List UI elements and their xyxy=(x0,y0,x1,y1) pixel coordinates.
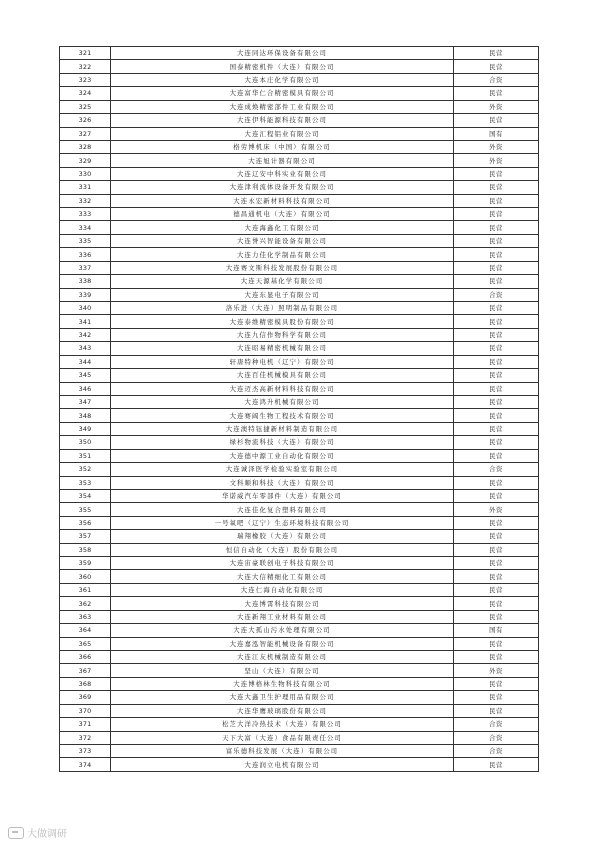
ownership-type-cell: 民营 xyxy=(454,87,539,100)
row-number-cell: 363 xyxy=(60,610,111,623)
ownership-type-cell: 民营 xyxy=(454,677,539,690)
company-name-cell: 大连澳特钰捷新材料制造有限公司 xyxy=(111,422,454,435)
ownership-type-cell: 民营 xyxy=(454,248,539,261)
ownership-type-cell: 民营 xyxy=(454,610,539,623)
row-number-cell: 371 xyxy=(60,718,111,731)
table-row xyxy=(60,516,539,529)
row-number-cell: 364 xyxy=(60,624,111,637)
table-row xyxy=(60,677,539,690)
table-row xyxy=(60,221,539,234)
row-number-cell: 373 xyxy=(60,744,111,757)
ownership-type-cell: 合资 xyxy=(454,731,539,744)
company-name-cell: 大连九信作物科学有限公司 xyxy=(111,328,454,341)
company-name-cell: 大连誉兴智能设备有限公司 xyxy=(111,234,454,247)
company-name-cell: 大连伊科能源科技有限公司 xyxy=(111,114,454,127)
table-row xyxy=(60,610,539,623)
row-number-cell: 342 xyxy=(60,328,111,341)
row-number-cell: 366 xyxy=(60,650,111,663)
company-name-cell: 一号氧吧（辽宁）生态环境科技有限公司 xyxy=(111,516,454,529)
ownership-type-cell: 民营 xyxy=(454,114,539,127)
company-name-cell: 大连富华仁合精密模具有限公司 xyxy=(111,87,454,100)
row-number-cell: 330 xyxy=(60,167,111,180)
table-row xyxy=(60,637,539,650)
ownership-type-cell: 民营 xyxy=(454,557,539,570)
company-name-cell: 天下大富（大连）食品有限责任公司 xyxy=(111,731,454,744)
table-row xyxy=(60,181,539,194)
table-row xyxy=(60,382,539,395)
table-row xyxy=(60,624,539,637)
company-name-cell: 绿杉物流科技（大连）有限公司 xyxy=(111,436,454,449)
row-number-cell: 341 xyxy=(60,315,111,328)
ownership-type-cell: 民营 xyxy=(454,234,539,247)
ownership-type-cell: 民营 xyxy=(454,704,539,717)
company-name-cell: 大连力佳化学制品有限公司 xyxy=(111,248,454,261)
row-number-cell: 368 xyxy=(60,677,111,690)
ownership-type-cell: 民营 xyxy=(454,570,539,583)
ownership-type-cell: 民营 xyxy=(454,342,539,355)
company-name-cell: 大连成焕精密部件工业有限公司 xyxy=(111,100,454,113)
row-number-cell: 328 xyxy=(60,140,111,153)
ownership-type-cell: 民营 xyxy=(454,47,539,60)
row-number-cell: 351 xyxy=(60,449,111,462)
row-number-cell: 362 xyxy=(60,597,111,610)
company-name-cell: 富乐德科技发展（大连）有限公司 xyxy=(111,744,454,757)
ownership-type-cell: 民营 xyxy=(454,543,539,556)
row-number-cell: 332 xyxy=(60,194,111,207)
company-name-cell: 大连泰维精密模具股份有限公司 xyxy=(111,315,454,328)
ownership-type-cell: 民营 xyxy=(454,355,539,368)
row-number-cell: 321 xyxy=(60,47,111,60)
row-number-cell: 355 xyxy=(60,503,111,516)
ownership-type-cell: 民营 xyxy=(454,181,539,194)
company-name-cell: 大连天源基化学有限公司 xyxy=(111,275,454,288)
ownership-type-cell: 民营 xyxy=(454,275,539,288)
row-number-cell: 357 xyxy=(60,530,111,543)
row-number-cell: 335 xyxy=(60,234,111,247)
row-number-cell: 336 xyxy=(60,248,111,261)
row-number-cell: 327 xyxy=(60,127,111,140)
ownership-type-cell: 民营 xyxy=(454,302,539,315)
table-row xyxy=(60,718,539,731)
row-number-cell: 331 xyxy=(60,181,111,194)
row-number-cell: 323 xyxy=(60,73,111,86)
row-number-cell: 365 xyxy=(60,637,111,650)
row-number-cell: 333 xyxy=(60,208,111,221)
company-name-cell: 德昌通机电（大连）有限公司 xyxy=(111,208,454,221)
row-number-cell: 359 xyxy=(60,557,111,570)
ownership-type-cell: 民营 xyxy=(454,436,539,449)
company-name-cell: 华诺威汽车零部件（大连）有限公司 xyxy=(111,489,454,502)
company-name-cell: 大连百佳机械模具有限公司 xyxy=(111,369,454,382)
table-row xyxy=(60,248,539,261)
company-name-cell: 大连嘉泓智能机械设备有限公司 xyxy=(111,637,454,650)
company-name-cell: 大连鸿升机械有限公司 xyxy=(111,395,454,408)
company-name-cell: 格劳博机床（中国）有限公司 xyxy=(111,140,454,153)
row-number-cell: 374 xyxy=(60,758,111,771)
ownership-type-cell: 外资 xyxy=(454,100,539,113)
ownership-type-cell: 合资 xyxy=(454,288,539,301)
row-number-cell: 349 xyxy=(60,422,111,435)
company-name-cell: 文科顺和科技（大连）有限公司 xyxy=(111,476,454,489)
company-name-cell: 坚山（大连）有限公司 xyxy=(111,664,454,677)
company-name-cell: 大连仁海自动化有限公司 xyxy=(111,583,454,596)
ownership-type-cell: 合资 xyxy=(454,463,539,476)
table-row xyxy=(60,60,539,73)
company-name-cell: 大连津利流体设备开发有限公司 xyxy=(111,181,454,194)
company-name-cell: 轩唐特种电机（辽宁）有限公司 xyxy=(111,355,454,368)
row-number-cell: 367 xyxy=(60,664,111,677)
row-number-cell: 339 xyxy=(60,288,111,301)
row-number-cell: 324 xyxy=(60,87,111,100)
table-row xyxy=(60,664,539,677)
ownership-type-cell: 外资 xyxy=(454,664,539,677)
company-name-cell: 大连赛阔生物工程技术有限公司 xyxy=(111,409,454,422)
table-row xyxy=(60,73,539,86)
ownership-type-cell: 民营 xyxy=(454,167,539,180)
table-row xyxy=(60,758,539,771)
ownership-type-cell: 民营 xyxy=(454,328,539,341)
table-row xyxy=(60,87,539,100)
table-row xyxy=(60,530,539,543)
ownership-type-cell: 合资 xyxy=(454,744,539,757)
company-name-cell: 大连新翔工业材料有限公司 xyxy=(111,610,454,623)
table-row xyxy=(60,731,539,744)
ownership-type-cell: 民营 xyxy=(454,382,539,395)
company-name-cell: 恒信自动化（大连）股份有限公司 xyxy=(111,543,454,556)
table-row xyxy=(60,315,539,328)
row-number-cell: 370 xyxy=(60,704,111,717)
row-number-cell: 329 xyxy=(60,154,111,167)
chat-bubble-icon xyxy=(8,827,24,839)
company-name-cell: 大连华鹰玻璃股份有限公司 xyxy=(111,704,454,717)
ownership-type-cell: 合资 xyxy=(454,73,539,86)
row-number-cell: 353 xyxy=(60,476,111,489)
company-name-cell: 大连博格林生物科技有限公司 xyxy=(111,677,454,690)
row-number-cell: 340 xyxy=(60,302,111,315)
table-row xyxy=(60,557,539,570)
table-row xyxy=(60,489,539,502)
watermark xyxy=(8,825,67,840)
company-name-cell: 大连江友机械制造有限公司 xyxy=(111,650,454,663)
table-row xyxy=(60,100,539,113)
row-number-cell: 337 xyxy=(60,261,111,274)
table-row xyxy=(60,476,539,489)
company-name-cell: 大连大鑫卫生护理用品有限公司 xyxy=(111,691,454,704)
ownership-type-cell: 国有 xyxy=(454,624,539,637)
ownership-type-cell: 民营 xyxy=(454,691,539,704)
table-row xyxy=(60,395,539,408)
table-row xyxy=(60,127,539,140)
table-row xyxy=(60,570,539,583)
table-row xyxy=(60,355,539,368)
company-name-cell: 大连迈杰高新材料科技有限公司 xyxy=(111,382,454,395)
company-name-cell: 瑞翔橡胶（大连）有限公司 xyxy=(111,530,454,543)
table-row xyxy=(60,140,539,153)
row-number-cell: 334 xyxy=(60,221,111,234)
watermark-text: 大做调研 xyxy=(27,829,67,840)
company-name-cell: 大连宙豪联创电子科技有限公司 xyxy=(111,557,454,570)
ownership-type-cell: 民营 xyxy=(454,369,539,382)
table-row xyxy=(60,167,539,180)
row-number-cell: 326 xyxy=(60,114,111,127)
ownership-type-cell: 民营 xyxy=(454,60,539,73)
table-row xyxy=(60,543,539,556)
company-name-cell: 大连旭计器有限公司 xyxy=(111,154,454,167)
ownership-type-cell: 民营 xyxy=(454,395,539,408)
table-row xyxy=(60,583,539,596)
table-row xyxy=(60,744,539,757)
table-row xyxy=(60,650,539,663)
company-name-cell: 国泰精密机件（大连）有限公司 xyxy=(111,60,454,73)
ownership-type-cell: 民营 xyxy=(454,194,539,207)
table-row xyxy=(60,275,539,288)
table-row xyxy=(60,369,539,382)
row-number-cell: 352 xyxy=(60,463,111,476)
company-name-cell: 大连赛文斯科技发展股份有限公司 xyxy=(111,261,454,274)
company-name-cell: 大连辽安中科实业有限公司 xyxy=(111,167,454,180)
row-number-cell: 343 xyxy=(60,342,111,355)
ownership-type-cell: 民营 xyxy=(454,221,539,234)
ownership-type-cell: 民营 xyxy=(454,530,539,543)
table-row xyxy=(60,261,539,274)
ownership-type-cell: 合资 xyxy=(454,718,539,731)
ownership-type-cell: 民营 xyxy=(454,516,539,529)
row-number-cell: 346 xyxy=(60,382,111,395)
company-name-cell: 松芝大洋冷热技术（大连）有限公司 xyxy=(111,718,454,731)
ownership-type-cell: 民营 xyxy=(454,650,539,663)
row-number-cell: 350 xyxy=(60,436,111,449)
company-name-cell: 洛乐进（大连）照明制品有限公司 xyxy=(111,302,454,315)
row-number-cell: 358 xyxy=(60,543,111,556)
ownership-type-cell: 外资 xyxy=(454,140,539,153)
row-number-cell: 369 xyxy=(60,691,111,704)
table-row xyxy=(60,114,539,127)
table-row xyxy=(60,154,539,167)
ownership-type-cell: 外资 xyxy=(454,503,539,516)
ownership-type-cell: 民营 xyxy=(454,758,539,771)
company-name-cell: 大连海鑫化工有限公司 xyxy=(111,221,454,234)
table-row xyxy=(60,691,539,704)
company-name-cell: 大连博霄科技有限公司 xyxy=(111,597,454,610)
table-row xyxy=(60,342,539,355)
ownership-type-cell: 国有 xyxy=(454,127,539,140)
row-number-cell: 345 xyxy=(60,369,111,382)
ownership-type-cell: 民营 xyxy=(454,449,539,462)
company-name-cell: 大连汇程铝业有限公司 xyxy=(111,127,454,140)
table-row xyxy=(60,704,539,717)
table-row xyxy=(60,597,539,610)
table-row xyxy=(60,47,539,60)
ownership-type-cell: 民营 xyxy=(454,597,539,610)
company-name-cell: 大连东显电子有限公司 xyxy=(111,288,454,301)
company-list-table xyxy=(59,46,539,772)
row-number-cell: 372 xyxy=(60,731,111,744)
ownership-type-cell: 民营 xyxy=(454,637,539,650)
row-number-cell: 325 xyxy=(60,100,111,113)
row-number-cell: 356 xyxy=(60,516,111,529)
row-number-cell: 347 xyxy=(60,395,111,408)
ownership-type-cell: 民营 xyxy=(454,208,539,221)
ownership-type-cell: 民营 xyxy=(454,422,539,435)
row-number-cell: 344 xyxy=(60,355,111,368)
table-body xyxy=(60,47,539,772)
table-row xyxy=(60,422,539,435)
table-row xyxy=(60,194,539,207)
row-number-cell: 338 xyxy=(60,275,111,288)
ownership-type-cell: 民营 xyxy=(454,489,539,502)
row-number-cell: 348 xyxy=(60,409,111,422)
company-name-cell: 大连大信精细化工有限公司 xyxy=(111,570,454,583)
company-name-cell: 大连诚泽医学检验实验室有限公司 xyxy=(111,463,454,476)
table-row xyxy=(60,328,539,341)
table-row xyxy=(60,234,539,247)
company-name-cell: 大连永宏新材料科技有限公司 xyxy=(111,194,454,207)
company-name-cell: 大连昭易精密机械有限公司 xyxy=(111,342,454,355)
table-row xyxy=(60,449,539,462)
table-row xyxy=(60,409,539,422)
ownership-type-cell: 民营 xyxy=(454,476,539,489)
table-row xyxy=(60,302,539,315)
row-number-cell: 354 xyxy=(60,489,111,502)
table-row xyxy=(60,503,539,516)
table-row xyxy=(60,436,539,449)
ownership-type-cell: 民营 xyxy=(454,261,539,274)
table-row xyxy=(60,208,539,221)
company-name-cell: 大连润立电机有限公司 xyxy=(111,758,454,771)
ownership-type-cell: 民营 xyxy=(454,315,539,328)
row-number-cell: 322 xyxy=(60,60,111,73)
company-name-cell: 大连同达环保设备有限公司 xyxy=(111,47,454,60)
table-row xyxy=(60,463,539,476)
row-number-cell: 360 xyxy=(60,570,111,583)
ownership-type-cell: 民营 xyxy=(454,409,539,422)
table-row xyxy=(60,288,539,301)
company-name-cell: 大连德中源工业自动化有限公司 xyxy=(111,449,454,462)
ownership-type-cell: 外资 xyxy=(454,154,539,167)
company-name-cell: 大连大孤山污水处理有限公司 xyxy=(111,624,454,637)
ownership-type-cell: 民营 xyxy=(454,583,539,596)
company-name-cell: 大连佳化复合塑料有限公司 xyxy=(111,503,454,516)
row-number-cell: 361 xyxy=(60,583,111,596)
company-name-cell: 大连本庄化学有限公司 xyxy=(111,73,454,86)
